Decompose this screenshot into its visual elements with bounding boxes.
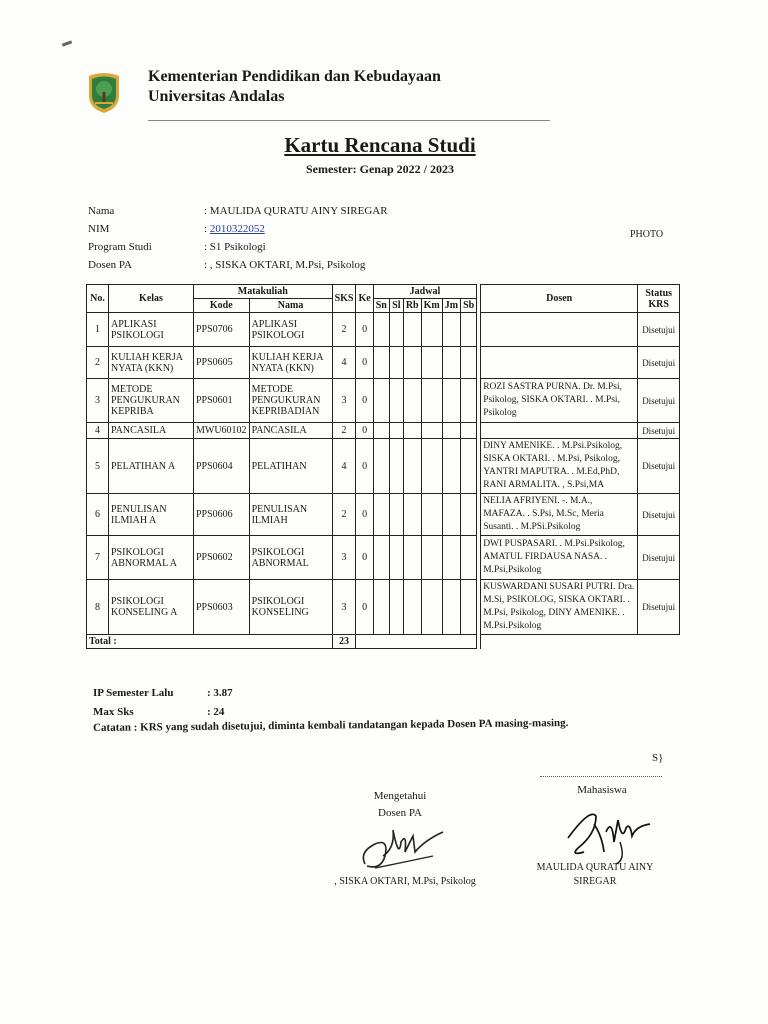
cell-kelas: APLIKASI PSIKOLOGI [109, 313, 194, 347]
cell-ke: 0 [356, 347, 373, 379]
header-day-km: Km [421, 299, 442, 313]
cell-no: 2 [87, 347, 109, 379]
header-day-sb: Sb [461, 299, 477, 313]
cell-day-sl [389, 423, 403, 439]
cell-dosen: KUSWARDANI SUSARI PUTRI. Dra. M.Si, PSIKOLOG, SISKA OKTARI. . M.Psi, Psikolog, DINY AMENIKE. . M.Psi.Psikolog [481, 580, 638, 635]
cell-dosen: ROZI SASTRA PURNA. Dr. M.Psi, Psikolog, SISKA OKTARI. . M.Psi, Psikolog [481, 379, 638, 423]
cell-ke: 0 [356, 439, 373, 494]
cell-no: 6 [87, 494, 109, 536]
cell-day-sl [389, 536, 403, 580]
info-row-dosen-pa [88, 259, 388, 277]
cell-day-sb [461, 379, 477, 423]
student-signature [560, 802, 660, 867]
krs-table [86, 284, 680, 649]
header-status: Status KRS [638, 285, 680, 313]
header-day-jm: Jm [442, 299, 460, 313]
cell-kelas: PELATIHAN A [109, 439, 194, 494]
cell-day-rb [403, 439, 421, 494]
table-row [87, 580, 680, 635]
cell-kelas: PSIKOLOGI KONSELING A [109, 580, 194, 635]
cell-sks: 2 [332, 494, 356, 536]
cell-no: 7 [87, 536, 109, 580]
cell-kelas: PANCASILA [109, 423, 194, 439]
dosen-pa-value: : , SISKA OKTARI, M.Psi, Psikolog [204, 259, 366, 271]
semester-label: Semester: Genap 2022 / 2023 [306, 162, 454, 176]
cell-day-sb [461, 536, 477, 580]
table-row [87, 379, 680, 423]
cell-day-sl [389, 494, 403, 536]
cell-nama: PELATIHAN [249, 439, 332, 494]
cell-day-sn [373, 580, 389, 635]
cell-status: Disetujui [638, 379, 680, 423]
cell-nama: PSIKOLOGI ABNORMAL [249, 536, 332, 580]
cell-day-sn [373, 494, 389, 536]
table-row [87, 494, 680, 536]
cell-day-sn [373, 347, 389, 379]
note-text: Catatan : KRS yang sudah disetujui, diminta kembali tandatangan kepada Dosen PA masing-masing. [93, 717, 569, 734]
cell-day-sb [461, 580, 477, 635]
nim-label: NIM [88, 223, 110, 235]
cell-ke: 0 [356, 423, 373, 439]
cell-day-rb [403, 494, 421, 536]
cell-sks: 3 [332, 536, 356, 580]
cell-kode: PPS0602 [194, 536, 250, 580]
student-name-line1: MAULIDA QURATU AINY [536, 862, 654, 873]
dosen-pa-label: Dosen PA [88, 259, 132, 271]
header-kelas: Kelas [109, 285, 194, 313]
cell-kelas: PENULISAN ILMIAH A [109, 494, 194, 536]
info-row-nim [88, 223, 388, 241]
cell-day-sn [373, 379, 389, 423]
krs-table-body [87, 313, 680, 635]
table-row [87, 347, 680, 379]
cell-day-km [421, 347, 442, 379]
cell-day-sn [373, 313, 389, 347]
header-matakuliah: Matakuliah [194, 285, 333, 299]
cell-sks: 3 [332, 580, 356, 635]
signature-dotted-line [540, 776, 662, 777]
cell-status: Disetujui [638, 423, 680, 439]
cell-day-jm [442, 379, 460, 423]
mengetahui-label: Mengetahui [373, 790, 427, 802]
student-name-line2: SIREGAR [573, 876, 617, 887]
cell-ke: 0 [356, 313, 373, 347]
cell-day-sn [373, 423, 389, 439]
cell-no: 5 [87, 439, 109, 494]
prodi-value: : S1 Psikologi [204, 241, 266, 253]
cell-ke: 0 [356, 580, 373, 635]
ministry-name: Kementerian Pendidikan dan Kebudayaan [148, 68, 441, 85]
cell-kode: PPS0604 [194, 439, 250, 494]
ip-label: IP Semester Lalu [93, 687, 174, 699]
ip-semester-row [93, 687, 233, 699]
dosen-pa-sign-label: Dosen PA [378, 807, 422, 819]
cell-dosen: DINY AMENIKE. . M.Psi.Psikolog, SISKA OKTARI. . M.Psi, Psikolog, YANTRI MAPUTRA. . M.Ed,PhD, RANI ARMALITA. , S.Psi,MA [481, 439, 638, 494]
cell-day-sl [389, 313, 403, 347]
cell-nama: PSIKOLOGI KONSELING [249, 580, 332, 635]
cell-day-rb [403, 536, 421, 580]
cell-day-sn [373, 536, 389, 580]
cell-no: 8 [87, 580, 109, 635]
table-row [87, 313, 680, 347]
cell-dosen: NELIA AFRIYENI. -. M.A., MAFAZA. . S.Psi, M.Sc, Meria Susanti. . M.PSi.Psikolog [481, 494, 638, 536]
header-nama: Nama [249, 299, 332, 313]
max-sks-row [93, 706, 224, 718]
university-name: Universitas Andalas [148, 88, 285, 105]
cell-kelas: KULIAH KERJA NYATA (KKN) [109, 347, 194, 379]
cell-day-jm [442, 423, 460, 439]
cell-day-rb [403, 313, 421, 347]
scan-mark [62, 40, 72, 46]
nim-prefix: : [204, 223, 210, 235]
cell-no: 4 [87, 423, 109, 439]
cell-day-km [421, 580, 442, 635]
cell-dosen: DWI PUSPASARI. . M.Psi.Psikolog, AMATUL FIRDAUSA NASA. . M.Psi,Psikolog [481, 536, 638, 580]
nama-label: Nama [88, 205, 115, 217]
cell-day-sl [389, 347, 403, 379]
cell-kode: MWU60102 [194, 423, 250, 439]
cell-kode: PPS0606 [194, 494, 250, 536]
info-row-prodi [88, 241, 388, 259]
cell-sks: 2 [332, 313, 356, 347]
cell-day-sb [461, 423, 477, 439]
table-row [87, 536, 680, 580]
header-sks: SKS [332, 285, 356, 313]
cell-day-rb [403, 580, 421, 635]
photo-placeholder: PHOTO [630, 229, 664, 240]
cell-status: Disetujui [638, 439, 680, 494]
header-day-rb: Rb [403, 299, 421, 313]
cell-day-jm [442, 313, 460, 347]
info-row-nama [88, 205, 388, 223]
max-sks-value: : 24 [207, 706, 225, 718]
cell-day-sb [461, 313, 477, 347]
cell-day-sn [373, 439, 389, 494]
header-kode: Kode [194, 299, 250, 313]
cell-status: Disetujui [638, 580, 680, 635]
mahasiswa-label: Mahasiswa [577, 784, 627, 796]
header-jadwal: Jadwal [373, 285, 477, 299]
cell-no: 1 [87, 313, 109, 347]
cell-day-jm [442, 536, 460, 580]
nim-link[interactable]: 2010322052 [209, 223, 265, 235]
student-info [88, 205, 388, 277]
cell-day-sb [461, 347, 477, 379]
ip-value: : 3.87 [207, 687, 233, 699]
cell-day-jm [442, 580, 460, 635]
cell-kode: PPS0603 [194, 580, 250, 635]
header-ke: Ke [356, 285, 373, 313]
max-sks-label: Max Sks [93, 706, 134, 718]
cell-sks: 4 [332, 439, 356, 494]
header-no: No. [87, 285, 109, 313]
cell-nama: APLIKASI PSIKOLOGI [249, 313, 332, 347]
total-empty [356, 635, 477, 649]
cell-status: Disetujui [638, 313, 680, 347]
cell-day-jm [442, 439, 460, 494]
cell-day-km [421, 494, 442, 536]
cell-kode: PPS0706 [194, 313, 250, 347]
cell-day-km [421, 313, 442, 347]
cell-dosen [481, 347, 638, 379]
cell-day-km [421, 439, 442, 494]
cell-day-km [421, 423, 442, 439]
table-row [87, 439, 680, 494]
cell-ke: 0 [356, 379, 373, 423]
cell-day-sl [389, 379, 403, 423]
cell-no: 3 [87, 379, 109, 423]
cell-day-km [421, 379, 442, 423]
cell-sks: 4 [332, 347, 356, 379]
s-mark: S} [652, 752, 664, 764]
cell-day-jm [442, 494, 460, 536]
cell-kelas: PSIKOLOGI ABNORMAL A [109, 536, 194, 580]
cell-day-km [421, 536, 442, 580]
cell-day-sb [461, 494, 477, 536]
cell-sks: 2 [332, 423, 356, 439]
cell-nama: KULIAH KERJA NYATA (KKN) [249, 347, 332, 379]
cell-kode: PPS0605 [194, 347, 250, 379]
cell-day-rb [403, 423, 421, 439]
dosen-pa-name: , SISKA OKTARI, M.Psi, Psikolog [334, 876, 476, 887]
table-row [87, 423, 680, 439]
cell-ke: 0 [356, 536, 373, 580]
header-divider [148, 120, 550, 121]
cell-nama: PANCASILA [249, 423, 332, 439]
cell-day-rb [403, 347, 421, 379]
cell-status: Disetujui [638, 347, 680, 379]
cell-day-sb [461, 439, 477, 494]
header-day-sn: Sn [373, 299, 389, 313]
cell-dosen [481, 423, 638, 439]
dosen-signature [355, 822, 450, 877]
cell-status: Disetujui [638, 494, 680, 536]
prodi-label: Program Studi [88, 241, 152, 253]
cell-kode: PPS0601 [194, 379, 250, 423]
cell-day-sl [389, 580, 403, 635]
nama-value: : MAULIDA QURATU AINY SIREGAR [204, 205, 388, 217]
university-logo-icon [86, 70, 122, 114]
header-day-sl: Sl [389, 299, 403, 313]
total-row [87, 635, 680, 649]
total-sks: 23 [332, 635, 356, 649]
header-dosen: Dosen [481, 285, 638, 313]
cell-status: Disetujui [638, 536, 680, 580]
page-title: Kartu Rencana Studi [284, 133, 476, 157]
cell-day-jm [442, 347, 460, 379]
cell-nama: PENULISAN ILMIAH [249, 494, 332, 536]
cell-day-sl [389, 439, 403, 494]
cell-dosen [481, 313, 638, 347]
cell-sks: 3 [332, 379, 356, 423]
cell-kelas: METODE PENGUKURAN KEPRIBA [109, 379, 194, 423]
cell-day-rb [403, 379, 421, 423]
cell-nama: METODE PENGUKURAN KEPRIBADIAN [249, 379, 332, 423]
total-blank [481, 635, 680, 649]
total-label: Total : [87, 635, 333, 649]
cell-ke: 0 [356, 494, 373, 536]
